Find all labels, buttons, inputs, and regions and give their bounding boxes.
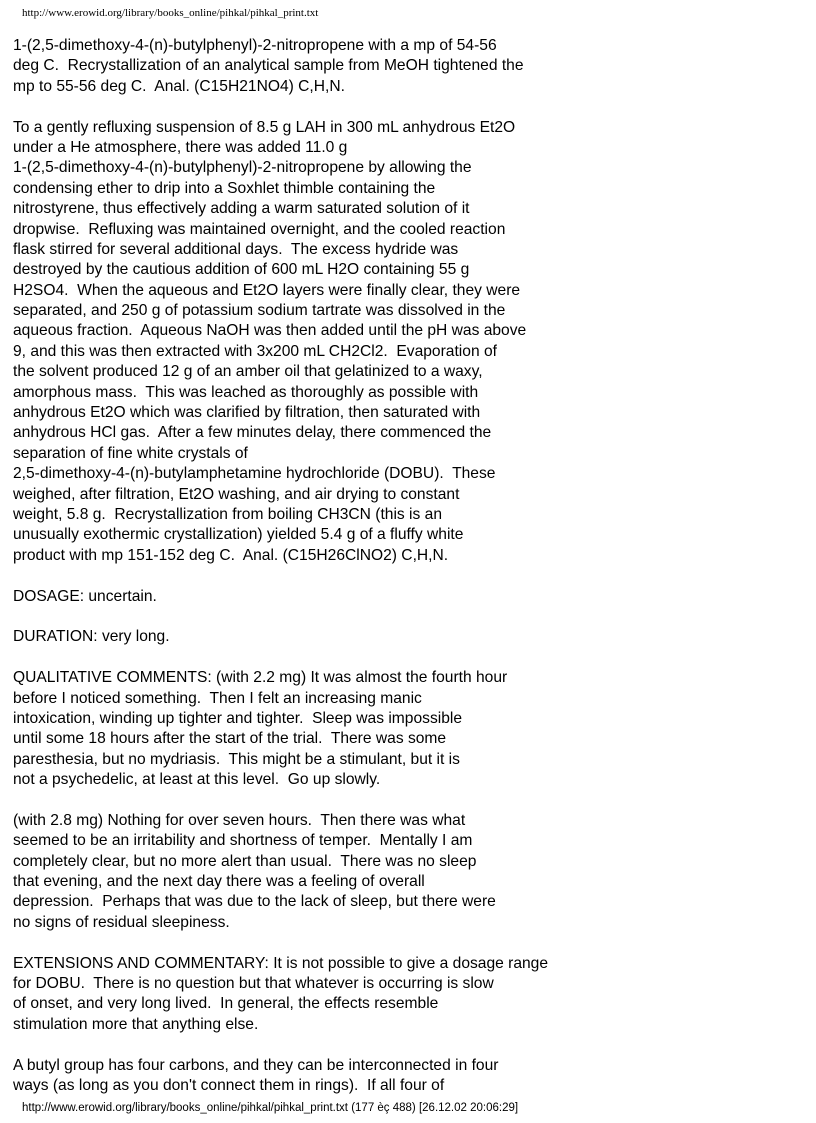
text-line: nitrostyrene, thus effectively adding a warm saturated solution of it [13,200,470,218]
paragraph [13,118,803,567]
text-line: separation of fine white crystals of [13,444,248,462]
text-line: paresthesia, but no mydriasis. This might be a stimulant, but it is [13,750,460,768]
text-line: flask stirred for several additional days. The excess hydride was [13,240,459,258]
text-line: that evening, and the next day there was a feeling of overall [13,873,425,891]
document-body [13,36,803,1117]
text-line: DURATION: very long. [13,628,170,646]
text-line: aqueous fraction. Aqueous NaOH was then added until the pH was above [13,322,527,340]
text-line: under a He atmosphere, there was added 11.0 g [13,138,348,156]
text-line: DOSAGE: uncertain. [13,587,157,605]
text-line: To a gently refluxing suspension of 8.5 g LAH in 300 mL anhydrous Et2O [13,118,516,136]
text-line: deg C. Recrystallization of an analytical sample from MeOH tightened the [13,57,524,75]
text-line: condensing ether to drip into a Soxhlet thimble containing the [13,179,436,197]
text-line: product with mp 151-152 deg C. Anal. (C15H26ClNO2) C,H,N. [13,546,449,564]
paragraph [13,668,803,790]
header-url: http://www.erowid.org/library/books_online/pihkal/pihkal_print.txt [22,7,319,19]
text-line: not a psychedelic, at least at this level. Go up slowly. [13,771,381,789]
paragraph [13,627,803,647]
paragraph [13,1056,803,1097]
paragraph [13,811,803,933]
text-line: amorphous mass. This was leached as thoroughly as possible with [13,383,479,401]
text-line: depression. Perhaps that was due to the lack of sleep, but there were [13,893,496,911]
text-line: seemed to be an irritability and shortness of temper. Mentally I am [13,832,473,850]
text-line: of onset, and very long lived. In general, the effects resemble [13,995,439,1013]
text-line: unusually exothermic crystallization) yielded 5.4 g of a fluffy white [13,526,464,544]
text-line: completely clear, but no more alert than usual. There was no sleep [13,852,477,870]
paragraph [13,587,803,607]
text-line: before I noticed something. Then I felt an increasing manic [13,689,422,707]
paragraph [13,954,803,1036]
text-line: EXTENSIONS AND COMMENTARY: It is not possible to give a dosage range [13,954,549,972]
text-line: 9, and this was then extracted with 3x200 mL CH2Cl2. Evaporation of [13,342,497,360]
paragraph [13,36,803,97]
text-line: QUALITATIVE COMMENTS: (with 2.2 mg) It was almost the fourth hour [13,669,508,687]
text-line: for DOBU. There is no question but that whatever is occurring is slow [13,974,494,992]
text-line: weighed, after filtration, Et2O washing, and air drying to constant [13,485,460,503]
text-line: 1-(2,5-dimethoxy-4-(n)-butylphenyl)-2-nitropropene by allowing the [13,159,472,177]
text-line: mp to 55-56 deg C. Anal. (C15H21NO4) C,H,N. [13,77,345,95]
text-line: stimulation more that anything else. [13,1015,259,1033]
text-line: destroyed by the cautious addition of 600 mL H2O containing 55 g [13,261,470,279]
text-line: H2SO4. When the aqueous and Et2O layers were finally clear, they were [13,281,521,299]
text-line: 2,5-dimethoxy-4-(n)-butylamphetamine hydrochloride (DOBU). These [13,465,496,483]
text-line: 1-(2,5-dimethoxy-4-(n)-butylphenyl)-2-nitropropene with a mp of 54-56 [13,37,497,54]
footer-url: http://www.erowid.org/library/books_online/pihkal/pihkal_print.txt (177 èç 488) [26.12.02 20:06:29] [22,1102,519,1114]
text-line: anhydrous Et2O which was clarified by filtration, then saturated with [13,404,481,422]
text-line: dropwise. Refluxing was maintained overnight, and the cooled reaction [13,220,506,238]
text-line: separated, and 250 g of potassium sodium tartrate was dissolved in the [13,302,506,320]
text-line: no signs of residual sleepiness. [13,913,230,931]
text-line: ways (as long as you don't connect them in rings). If all four of [13,1076,445,1094]
text-line: weight, 5.8 g. Recrystallization from boiling CH3CN (this is an [13,505,442,523]
text-line: anhydrous HCl gas. After a few minutes delay, there commenced the [13,424,492,442]
text-line: until some 18 hours after the start of the trial. There was some [13,730,447,748]
text-line: intoxication, winding up tighter and tighter. Sleep was impossible [13,709,463,727]
text-line: the solvent produced 12 g of an amber oil that gelatinized to a waxy, [13,363,483,381]
text-line: A butyl group has four carbons, and they can be interconnected in four [13,1056,499,1074]
text-line: (with 2.8 mg) Nothing for over seven hours. Then there was what [13,811,466,829]
